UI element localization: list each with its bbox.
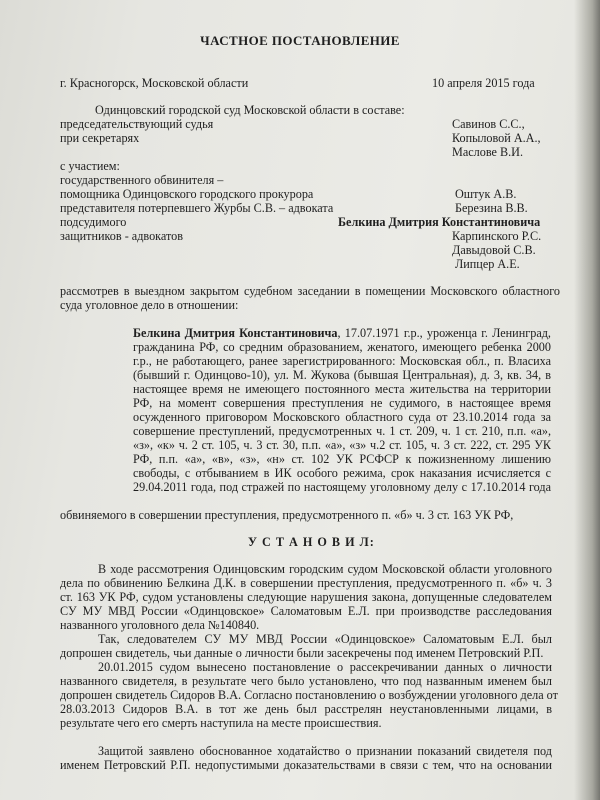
body-line: дела по обвинению Белкина Д.К. в совершении преступления, предусмотренного п. «б» ч. 3 [60,576,552,590]
body-line: В ходе рассмотрения Одинцовским городским судом Московской области уголовного [98,562,552,576]
name-prosecutor: Оштук А.В. [455,187,517,201]
defendant-line: г.р., не работающего, ранее зарегистрированного: Московская обл., п. Власиха [133,354,551,368]
name-secretary-1: Копыловой А.А., [452,131,541,145]
defendant-name: Белкина Дмитрия Константиновича [133,326,338,340]
body-line: именем Петровский Р.П. недопустимыми доказательствами в связи с тем, что на основании [60,758,552,772]
body-line: Защитой заявлено обоснованное ходатайство о признании показаний свидетеля под [98,744,552,758]
name-defender: Липцер А.Е. [455,257,520,271]
body-line: 28.03.2013 Сидоров В.А. в тот же день был расстрелян неустановленными лицами, в [60,702,552,716]
body-line: допрошен свидетель Сидоров В.А. Согласно постановлению о возбуждении уголовного дела от [60,688,558,702]
defendant-line: 29.04.2011 года, под стражей по настоящему уголовному делу с 17.10.2014 года [133,480,551,494]
body-line: результате чего его смерть наступила на месте происшествия. [60,716,382,730]
participation-intro: с участием: [60,159,120,173]
role-judge: председательствующий судья [60,117,214,131]
body-line: допрошен свидетель, чьи данные о личности были засекречены под именем Петровский Р.П. [60,646,544,660]
defendant-line: настоящее время не имеющего постоянного места жительства на территории [133,382,551,396]
name-defender: Карпинского Р.С. [452,229,542,243]
participant-line: защитников - адвокатов [60,229,184,243]
body-line: 20.01.2015 судом вынесено постановление о рассекречивании данных о личности [98,660,552,674]
defendant-line: (бывший г. Одинцово-10), ул. М. Жукова (бывшая Центральная), д. 3, кв. 34, в [133,368,551,382]
body-line: СУ МУ МВД России «Одинцовское» Саломатовым Е.Л. при производстве расследования [60,604,552,618]
name-judge: Савинов С.С., [452,117,525,131]
name-defender: Давыдовой С.В. [452,243,536,257]
accused-of: обвиняемого в совершении преступления, предусмотренного п. «б» ч. 3 ст. 163 УК РФ, [60,508,514,522]
role-secretaries: при секретарях [60,131,140,145]
name-secretary-2: Маслове В.И. [452,145,523,159]
date: 10 апреля 2015 года [432,76,535,90]
name-defendant: Белкина Дмитрия Константиновича [338,215,541,229]
considered-line: суда уголовное дело в отношении: [60,298,239,312]
defendant-line: совершение преступлений, предусмотренных ч. 1 ст. 209, ч. 1 ст. 210, п.п. «а», [133,424,551,438]
defendant-first-line: Белкина Дмитрия Константиновича, 17.07.1971 г.р., уроженца г. Ленинград, [133,326,551,340]
defendant-line: РФ, на момент совершения преступления не судимого, в настоящее время [133,396,551,410]
participant-line: государственного обвинителя – [60,173,224,187]
court-composition: Одинцовский городской суд Московской области в составе: [95,103,405,117]
name-representative: Березина В.В. [455,201,528,215]
page-edge-shadow [574,0,600,800]
body-line: Так, следователем СУ МУ МВД России «Одинцовское» Саломатовым Е.Л. был [98,632,552,646]
place: г. Красногорск, Московской области [60,76,249,90]
participant-line: подсудимого [60,215,127,229]
defendant-line: «з», «к» ч. 2 ст. 105, ч. 3 ст. 30, п.п. «а», «з» ч.2 ст. 105, ч. 3 ст. 222, ст. 295 УК [133,438,551,452]
body-line: ст. 163 УК РФ, судом установлены следующие нарушения закона, допущенные следователем [60,590,552,604]
document-title: ЧАСТНОЕ ПОСТАНОВЛЕНИЕ [200,33,400,48]
participant-line: помощника Одинцовского городского прокурора [60,187,314,201]
defendant-line: гражданина РФ, со средним образованием, женатого, имеющего ребенка 2000 [133,340,551,354]
defendant-line: осужденного приговором Московского областного суда от 23.10.2014 года за [133,410,551,424]
body-line: названного свидетеля, в результате чего было установлено, что под названным именем был [60,674,552,688]
body-line: названного уголовного дела №140840. [60,618,260,632]
defendant-line: свободы, с отбыванием в ИК особого режима, срок наказания исчисляется с [133,466,551,480]
defendant-line: РФ, п.п. «а», «в», «з», «н» ст. 102 УК РСФСР к пожизненному лишению [133,452,551,466]
participant-line: представителя потерпевшего Журбы С.В. – адвоката [60,201,334,215]
established-heading: У С Т А Н О В И Л: [248,535,375,549]
considered-line: рассмотрев в выездном закрытом судебном заседании в помещении Московского областного [60,284,560,298]
